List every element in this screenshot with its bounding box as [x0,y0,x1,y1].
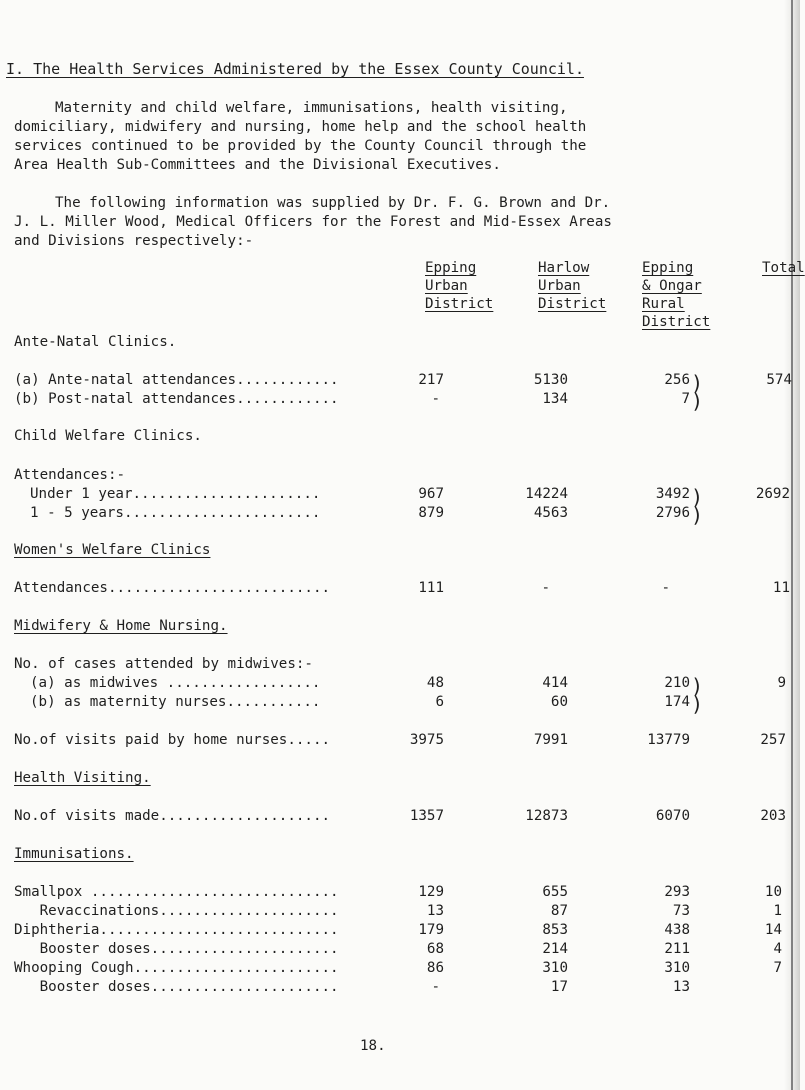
para1-line-3: services continued to be provided by the County Council through the [14,138,587,154]
midwifery-title: Midwifery & Home Nursing. [14,618,228,634]
brace-right: ) [691,371,704,395]
para1-line-1: Maternity and child welfare, immunisations, health visiting, [55,100,568,116]
womens-welfare-title: Women's Welfare Clinics [14,542,211,558]
para1-line-2: domiciliary, midwifery and nursing, home help and the school health [14,119,587,135]
antenatal-title: Ante-Natal Clinics. [14,334,177,350]
brace-right: ) [691,389,704,413]
midwifery-subtitle: No. of cases attended by midwives:- [14,656,313,672]
health-visiting-title: Health Visiting. [14,770,151,786]
child-welfare-title: Child Welfare Clinics. [14,428,202,444]
page-edge-line [791,0,793,1090]
immunisations-title: Immunisations. [14,846,134,862]
para1-line-4: Area Health Sub-Committees and the Divisional Executives. [14,157,501,173]
brace-right: ) [691,485,704,509]
section-heading: I. The Health Services Administered by the Essex County Council. [6,60,584,78]
child-welfare-subtitle: Attendances:- [14,467,126,483]
para2-line-1: The following information was supplied by Dr. F. G. Brown and Dr. [55,195,611,211]
brace-right: ) [691,692,704,716]
para2-line-3: and Divisions respectively:- [14,233,254,249]
brace-right: ) [691,503,704,527]
para2-line-2: J. L. Miller Wood, Medical Officers for the Forest and Mid-Essex Areas [14,214,612,230]
column-header-total: Total [762,260,805,276]
brace-right: ) [691,674,704,698]
page-number: 18. [360,1038,386,1054]
